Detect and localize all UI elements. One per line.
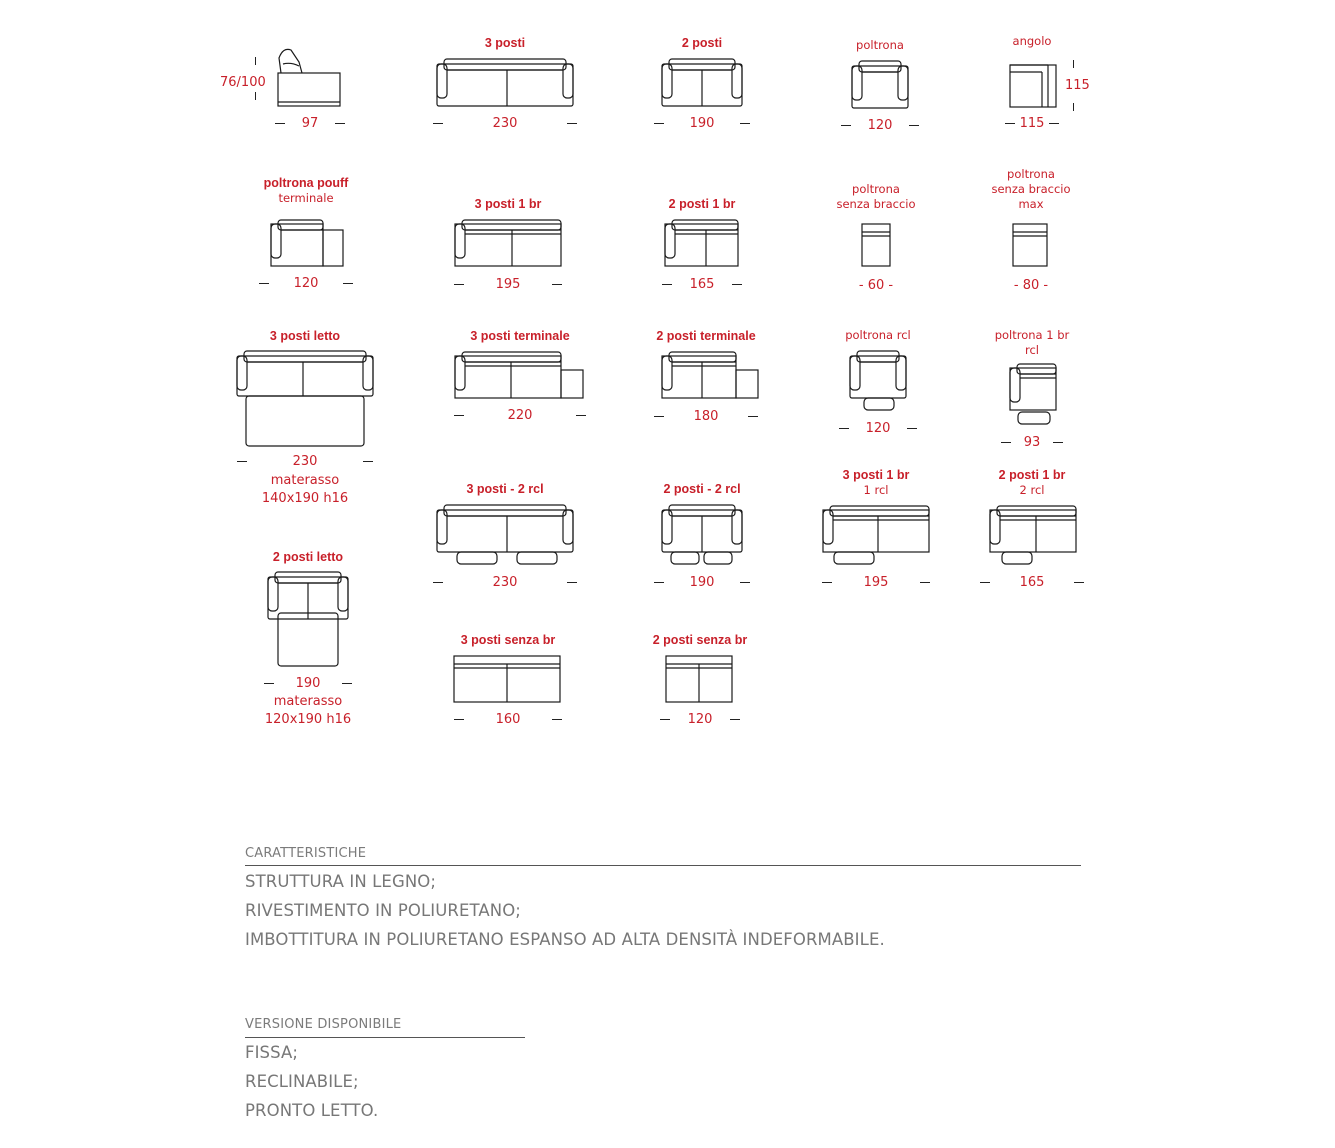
dimension-width — [226, 276, 386, 292]
profile-drawing — [225, 40, 365, 120]
dim-value: 230 — [292, 454, 318, 469]
feature-line: STRUTTURA IN LEGNO; — [245, 872, 437, 891]
dimension-width — [622, 277, 782, 293]
module-drawing — [226, 216, 386, 276]
module-name: 2 posti — [681, 36, 723, 50]
module-name: 2 posti terminale — [656, 329, 756, 343]
module-drawing — [620, 652, 780, 712]
dimension-width — [796, 575, 956, 591]
dim-value: 195 — [495, 277, 521, 292]
dim-value: 230 — [492, 116, 518, 131]
section-divider — [245, 1037, 525, 1038]
versione-title: VERSIONE DISPONIBILE — [245, 1017, 402, 1032]
module-name — [796, 468, 956, 498]
module-drawing — [425, 502, 585, 582]
dim-value: 120 — [867, 118, 893, 133]
module-drawing — [796, 502, 956, 582]
mattress-info: materasso 140x190 h16 — [261, 473, 349, 506]
feature-line: RIVESTIMENTO IN POLIURETANO; — [245, 901, 521, 920]
module-name: 2 posti - 2 rcl — [663, 482, 741, 496]
dimension-width: - 60 - — [858, 278, 894, 293]
dim-value: 165 — [1019, 575, 1045, 590]
module-profile — [220, 40, 365, 140]
module-name: poltrona senza braccio max — [991, 167, 1071, 211]
module-drawing — [622, 56, 782, 116]
module-drawing — [228, 569, 388, 679]
module-name-main: poltrona pouff — [263, 176, 349, 190]
module-drawing — [225, 348, 385, 468]
height-label: 76/100 — [220, 75, 266, 90]
version-line: PRONTO LETTO. — [245, 1101, 379, 1120]
module-name: 3 posti senza br — [460, 633, 556, 647]
module-drawing — [952, 362, 1112, 432]
module-drawing — [952, 502, 1112, 582]
module-drawing — [428, 652, 588, 712]
module-drawing — [951, 218, 1111, 278]
dimension-width — [225, 454, 385, 470]
module-name: 3 posti - 2 rcl — [466, 482, 544, 496]
module-name: 2 posti letto — [272, 550, 344, 564]
module-name: 3 posti — [484, 36, 526, 50]
dim-value: 115 — [1019, 116, 1045, 131]
module-name-sub: terminale — [278, 191, 334, 205]
dimension-width — [620, 712, 780, 728]
dim-value: 93 — [1023, 435, 1041, 450]
dimension-tick — [1073, 103, 1074, 111]
section-divider — [245, 865, 1081, 866]
dimension-width — [428, 277, 588, 293]
dimension-width — [425, 575, 585, 591]
dim-value: 190 — [689, 575, 715, 590]
module-drawing — [622, 502, 782, 582]
dimension-width — [228, 676, 388, 692]
dim-value: 160 — [495, 712, 521, 727]
module-name-main: 3 posti 1 br — [842, 468, 910, 482]
dim-value: 120 — [687, 712, 713, 727]
dim-value: 230 — [492, 575, 518, 590]
dim-value: 165 — [689, 277, 715, 292]
module-drawing — [796, 218, 956, 278]
dimension-width — [425, 116, 585, 132]
module-name: poltrona rcl — [845, 328, 911, 342]
dimension-width — [622, 575, 782, 591]
module-name: 3 posti 1 br — [474, 197, 542, 211]
dim-value: 97 — [301, 116, 319, 131]
dimension-width: - 80 - — [1013, 278, 1049, 293]
dimension-width — [626, 409, 786, 425]
module-name: angolo — [1012, 34, 1052, 48]
module-name: 3 posti letto — [269, 329, 341, 343]
module-name: poltrona — [856, 38, 904, 52]
dimension-width — [622, 116, 782, 132]
module-drawing — [425, 56, 585, 116]
module-drawing — [428, 216, 588, 276]
dimension-width — [440, 408, 600, 424]
depth-label: 115 — [1065, 78, 1090, 93]
dimension-width — [428, 712, 588, 728]
version-line: RECLINABILE; — [245, 1072, 359, 1091]
dim-value: 190 — [295, 676, 321, 691]
dim-value: 60 — [867, 278, 885, 293]
module-name-sub: 2 rcl — [1019, 483, 1045, 497]
module-name: 3 posti terminale — [470, 329, 570, 343]
dim-value: 220 — [507, 408, 533, 423]
module-name: poltrona 1 br rcl — [994, 328, 1070, 357]
dim-value: 120 — [293, 276, 319, 291]
module-drawing — [626, 348, 786, 408]
dimension-width — [952, 575, 1112, 591]
module-name: 2 posti senza br — [652, 633, 748, 647]
dim-value: 190 — [689, 116, 715, 131]
feature-line: IMBOTTITURA IN POLIURETANO ESPANSO AD ALTA DENSITÀ INDEFORMABILE. — [245, 930, 885, 949]
dimension-width — [225, 116, 395, 132]
module-name-main: 2 posti 1 br — [998, 468, 1066, 482]
dimension-tick — [1073, 60, 1074, 68]
caratteristiche-title: CARATTERISTICHE — [245, 846, 367, 861]
module-drawing — [622, 216, 782, 276]
module-drawing — [798, 348, 958, 418]
module-drawing — [440, 348, 600, 408]
dim-value: 180 — [693, 409, 719, 424]
dimension-width — [952, 435, 1112, 451]
dimension-width — [798, 421, 958, 437]
dim-value: 195 — [863, 575, 889, 590]
dim-value: 120 — [865, 421, 891, 436]
mattress-info: materasso 120x190 h16 — [264, 694, 352, 727]
module-name: 2 posti 1 br — [668, 197, 736, 211]
module-name: poltrona senza braccio — [836, 182, 916, 211]
module-drawing — [800, 58, 960, 118]
module-name-sub: 1 rcl — [863, 483, 889, 497]
module-name — [226, 176, 386, 206]
dim-value: 80 — [1022, 278, 1040, 293]
version-line: FISSA; — [245, 1043, 299, 1062]
dimension-width — [952, 116, 1112, 132]
dimension-width — [800, 118, 960, 134]
module-name — [952, 468, 1112, 498]
